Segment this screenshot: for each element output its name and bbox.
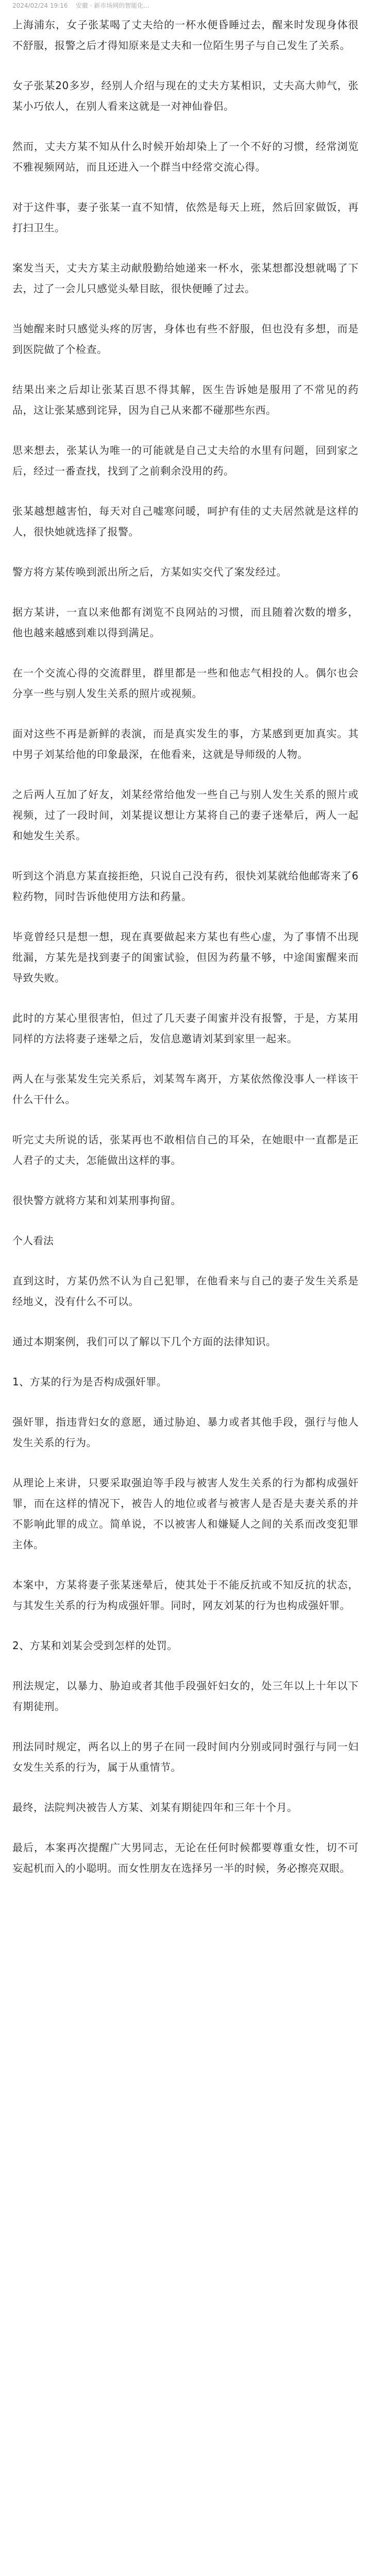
post-timestamp: 2024/02/24 19:16 xyxy=(12,2,68,9)
paragraph: 思来想去，张某认为唯一的可能就是自己丈夫给的水里有问题，回到家之后，经过一番查找，找到了之前剩余没用的药。 xyxy=(12,444,359,477)
article-body xyxy=(12,14,359,1878)
paragraph: 此时的方某心里很害怕，但过了几天妻子闺蜜并没有报警，于是，方某用同样的方法将妻子迷晕之后，发信息邀请刘某到家里一起来。 xyxy=(12,1012,359,1045)
paragraph: 在一个交流心得的交流群里，群里都是一些和他志气相投的人。偶尔也会分享一些与别人发生关系的照片或视频。 xyxy=(12,667,359,700)
paragraph: 刑法规定，以暴力、胁迫或者其他手段强奸妇女的，处三年以上十年以下有期徒刑。 xyxy=(12,1680,359,1713)
paragraph: 通过本期案例，我们可以了解以下几个方面的法律知识。 xyxy=(12,1335,277,1348)
paragraph: 两人在与张某发生完关系后，刘某驾车离开，方某依然像没事人一样该干什么干什么。 xyxy=(12,1073,359,1106)
post-source: 安徽 · 新市场网的智能化... xyxy=(75,2,149,9)
paragraph: 听完丈夫所说的话，张某再也不敢相信自己的耳朵，在她眼中一直都是正人君子的丈夫，怎能做出这样的事。 xyxy=(12,1133,359,1166)
paragraph: 最后，本案再次提醒广大男同志，无论在任何时候都要尊重女性，切不可妄起机而入的小聪明。而女性朋友在选择另一半的时候，务必擦亮双眼。 xyxy=(12,1841,359,1874)
paragraph: 女子张某20多岁，经别人介绍与现在的丈夫方某相识，丈夫高大帅气，张某小巧依人，在别人看来这就是一对神仙眷侣。 xyxy=(12,79,359,112)
paragraph: 张某越想越害怕，每天对自己嘘寒问暖，呵护有佳的丈夫居然就是这样的人，很快她就选择了报警。 xyxy=(12,505,359,538)
paragraph: 强奸罪，指违背妇女的意愿，通过胁迫、暴力或者其他手段，强行与他人发生关系的行为。 xyxy=(12,1416,359,1449)
paragraph: 听到这个消息方某直接拒绝，只说自己没有药，很快刘某就给他邮寄来了6粒药物，同时告诉他使用方法和药量。 xyxy=(12,870,359,903)
paragraph: 当她醒来时只感觉头疼的厉害，身体也有些不舒服，但也没有多想，而是到医院做了个检查。 xyxy=(12,323,359,355)
paragraph: 2、方某和刘某会受到怎样的处罚。 xyxy=(12,1639,178,1652)
paragraph: 案发当天，丈夫方某主动献殷勤给她递来一杯水，张某想都没想就喝了下去，过了一会儿只感觉头晕目眩，很快便睡了过去。 xyxy=(12,262,359,295)
paragraph: 对于这件事，妻子张某一直不知情，依然是每天上班，然后回家做饭，再打扫卫生。 xyxy=(12,201,359,234)
paragraph: 警方将方某传唤到派出所之后，方某如实交代了案发经过。 xyxy=(12,566,287,578)
paragraph: 1、方某的行为是否构成强奸罪。 xyxy=(12,1376,167,1388)
paragraph: 从理论上来讲，只要采取强迫等手段与被害人发生关系的行为都构成强奸罪，而在这样的情况下，被告人的地位或者与被害人是否是夫妻关系的并不影响此罪的成立。简单说，不以被害人和嫌疑人之间的关系而改变犯罪主体。 xyxy=(12,1477,359,1551)
paragraph: 很快警方就将方某和刘某刑事拘留。 xyxy=(12,1194,181,1207)
paragraph: 毕竟曾经只是想一想，现在真要做起来方某也有些心虚，为了事情不出现纰漏，方某先是找到妻子的闺蜜试验，但因为药量不够，中途闺蜜醒来而导致失败。 xyxy=(12,930,359,984)
article-meta xyxy=(12,0,359,11)
paragraph: 然而，丈夫方某不知从什么时候开始却染上了一个不好的习惯，经常浏览不雅视频网站，而且还进入一个群当中经常交流心得。 xyxy=(12,140,359,173)
paragraph: 面对这些不再是新鲜的表演，而是真实发生的事，方某感到更加真实。其中男子刘某给他的印象最深，在他看来，这就是导师级的人物。 xyxy=(12,727,359,760)
paragraph: 据方某讲，一直以来他都有浏览不良网站的习惯，而且随着次数的增多，他也越来越感到难以得到满足。 xyxy=(12,606,359,639)
paragraph: 本案中，方某将妻子张某迷晕后，使其处于不能反抗或不知反抗的状态，与其发生关系的行为构成强奸罪。同时，网友刘某的行为也构成强奸罪。 xyxy=(12,1579,359,1612)
paragraph: 上海浦东，女子张某喝了丈夫给的一杯水便昏睡过去，醒来时发现身体很不舒服，报警之后才得知原来是丈夫和一位陌生男子与自己发生了关系。 xyxy=(12,19,359,52)
section-title: 个人看法 xyxy=(12,1234,54,1247)
paragraph: 刑法同时规定，两名以上的男子在同一段时间内分别或同时强行与同一妇女发生关系的行为，属于从重情节。 xyxy=(12,1740,359,1773)
paragraph: 结果出来之后却让张某百思不得其解，医生告诉她是服用了不常见的药品，这让张某感到诧异，因为自己从来都不碰那些东西。 xyxy=(12,383,359,416)
paragraph: 之后两人互加了好友，刘某经常给他发一些自己与别人发生关系的照片或视频，过了一段时间，刘某提议想让方某将自己的妻子迷晕后，两人一起和她发生关系。 xyxy=(12,788,359,842)
paragraph: 直到这时，方某仍然不认为自己犯罪，在他看来与自己的妻子发生关系是经地义，没有什么不可以。 xyxy=(12,1275,359,1308)
paragraph: 最终，法院判决被告人方某、刘某有期徒四年和三年十个月。 xyxy=(12,1801,298,1814)
